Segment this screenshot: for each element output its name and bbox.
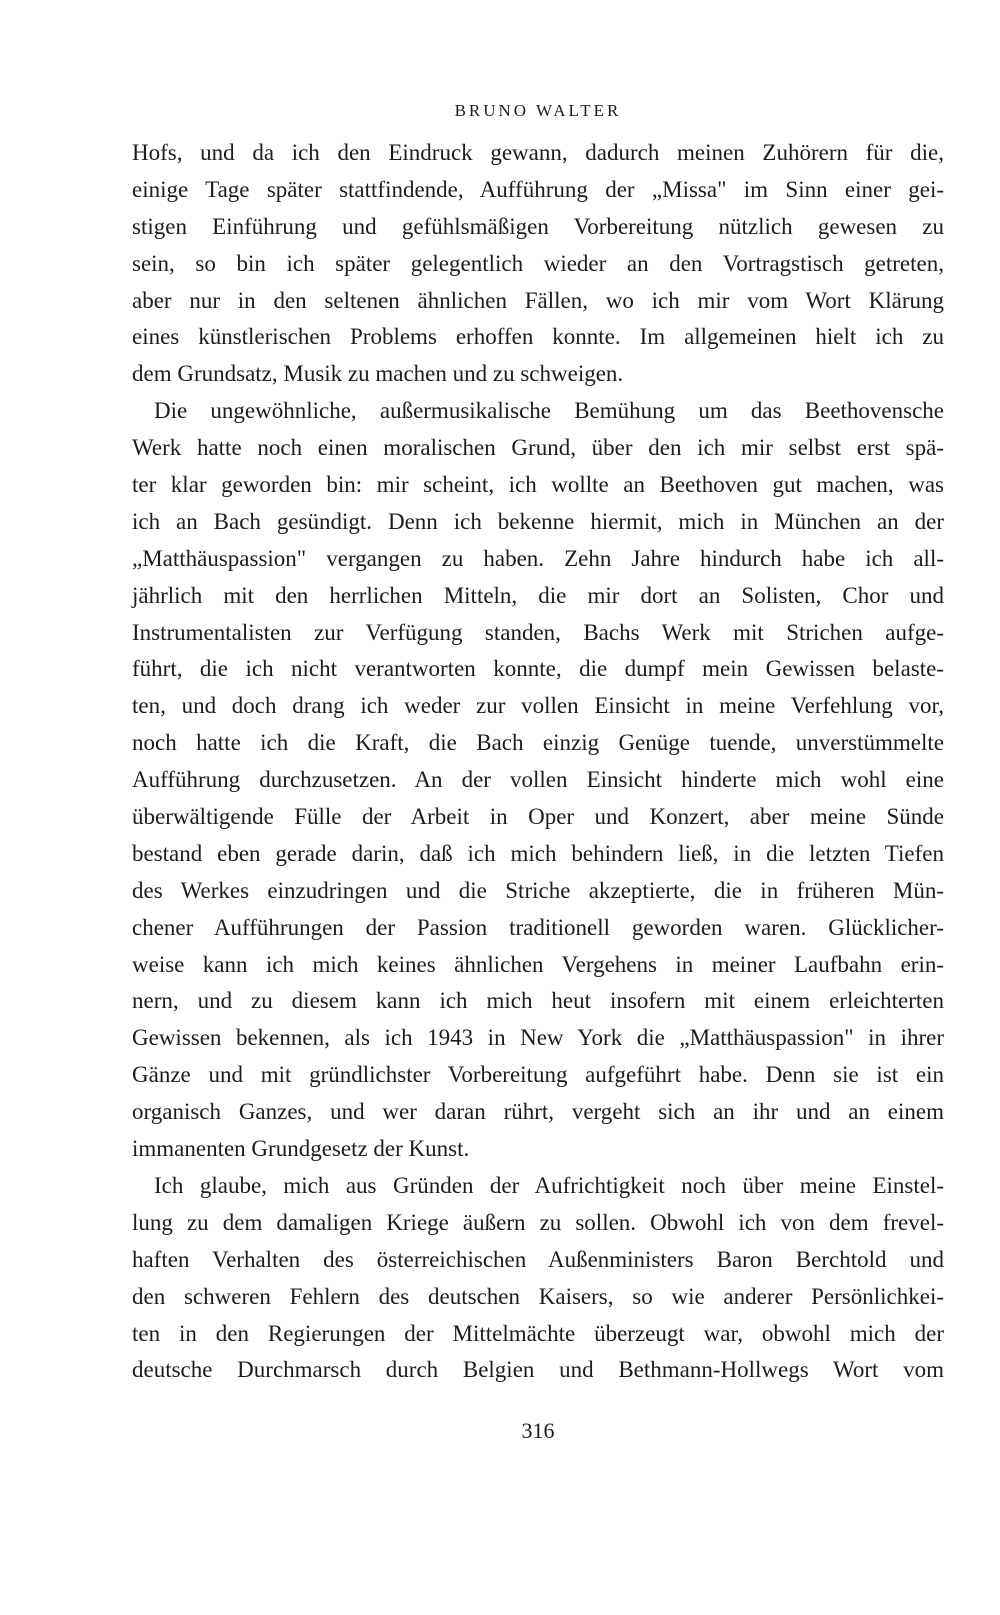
text-line: noch hatte ich die Kraft, die Bach einzig Genüge tuende, unverstümmelte: [132, 730, 944, 756]
text-line: führt, die ich nicht verantworten konnte, die dumpf mein Gewissen belaste-: [132, 656, 944, 682]
text-line: Aufführung durchzusetzen. An der vollen Einsicht hinderte mich wohl eine: [132, 767, 944, 793]
running-head: BRUNO WALTER: [454, 101, 622, 120]
text-line: Die ungewöhnliche, außermusikalische Bemühung um das Beethovensche: [154, 398, 944, 424]
text-line: organisch Ganzes, und wer daran rührt, vergeht sich an ihr und an einem: [132, 1099, 944, 1125]
text-line: jährlich mit den herrlichen Mitteln, die mir dort an Solisten, Chor und: [132, 582, 944, 608]
text-line: bestand eben gerade darin, daß ich mich behindern ließ, in die letzten Tiefen: [132, 840, 944, 866]
text-line: nern, und zu diesem kann ich mich heut insofern mit einem erleichterten: [132, 988, 944, 1014]
text-line: ten in den Regierungen der Mittelmächte überzeugt war, obwohl mich der: [132, 1320, 944, 1346]
text-line: deutsche Durchmarsch durch Belgien und Bethmann-Hollwegs Wort vom: [132, 1357, 944, 1383]
text-line: dem Grundsatz, Musik zu machen und zu schweigen.: [132, 361, 624, 387]
text-line: des Werkes einzudringen und die Striche akzeptierte, die in früheren Mün-: [132, 877, 944, 903]
text-line: chener Aufführungen der Passion traditionell geworden waren. Glücklicher-: [132, 914, 944, 940]
text-line: Instrumentalisten zur Verfügung standen, Bachs Werk mit Strichen aufge-: [132, 619, 944, 645]
text-line: eines künstlerischen Problems erhoffen konnte. Im allgemeinen hielt ich zu: [132, 324, 944, 350]
book-page: [132, 100, 944, 1443]
text-line: immanenten Grundgesetz der Kunst.: [132, 1136, 470, 1162]
text-line: Hofs, und da ich den Eindruck gewann, dadurch meinen Zuhörern für die,: [132, 140, 944, 165]
text-line: stigen Einführung und gefühlsmäßigen Vorbereitung nützlich gewesen zu: [132, 213, 944, 239]
text-line: Werk hatte noch einen moralischen Grund, über den ich mir selbst erst spä-: [132, 435, 944, 461]
text-line: einige Tage später stattfindende, Aufführung der „Missa" im Sinn einer gei-: [132, 176, 944, 202]
text-line: aber nur in den seltenen ähnlichen Fällen, wo ich mir vom Wort Klärung: [132, 287, 944, 313]
text-line: Ich glaube, mich aus Gründen der Aufrichtigkeit noch über meine Einstel-: [154, 1172, 944, 1198]
body-text: [132, 135, 944, 1389]
text-line: ich an Bach gesündigt. Denn ich bekenne hiermit, mich in München an der: [132, 508, 944, 534]
text-line: ten, und doch drang ich weder zur vollen Einsicht in meine Verfehlung vor,: [132, 693, 944, 719]
text-line: ter klar geworden bin: mir scheint, ich wollte an Beethoven gut machen, was: [132, 472, 944, 498]
text-line: überwältigende Fülle der Arbeit in Oper und Konzert, aber meine Sünde: [132, 804, 944, 830]
text-line: „Matthäuspassion" vergangen zu haben. Zehn Jahre hindurch habe ich all-: [132, 545, 944, 571]
text-line: lung zu dem damaligen Kriege äußern zu sollen. Obwohl ich von dem frevel-: [132, 1209, 944, 1235]
text-line: Gänze und mit gründlichster Vorbereitung aufgeführt habe. Denn sie ist ein: [132, 1062, 944, 1088]
text-line: weise kann ich mich keines ähnlichen Vergehens in meiner Laufbahn erin-: [132, 951, 944, 977]
text-line: den schweren Fehlern des deutschen Kaisers, so wie anderer Persönlichkei-: [132, 1283, 944, 1309]
page-number: 316: [521, 1418, 555, 1443]
text-line: haften Verhalten des österreichischen Außenministers Baron Berchtold und: [132, 1246, 944, 1272]
text-line: sein, so bin ich später gelegentlich wieder an den Vortragstisch getreten,: [132, 250, 944, 276]
text-line: Gewissen bekennen, als ich 1943 in New York die „Matthäuspassion" in ihrer: [132, 1025, 944, 1051]
